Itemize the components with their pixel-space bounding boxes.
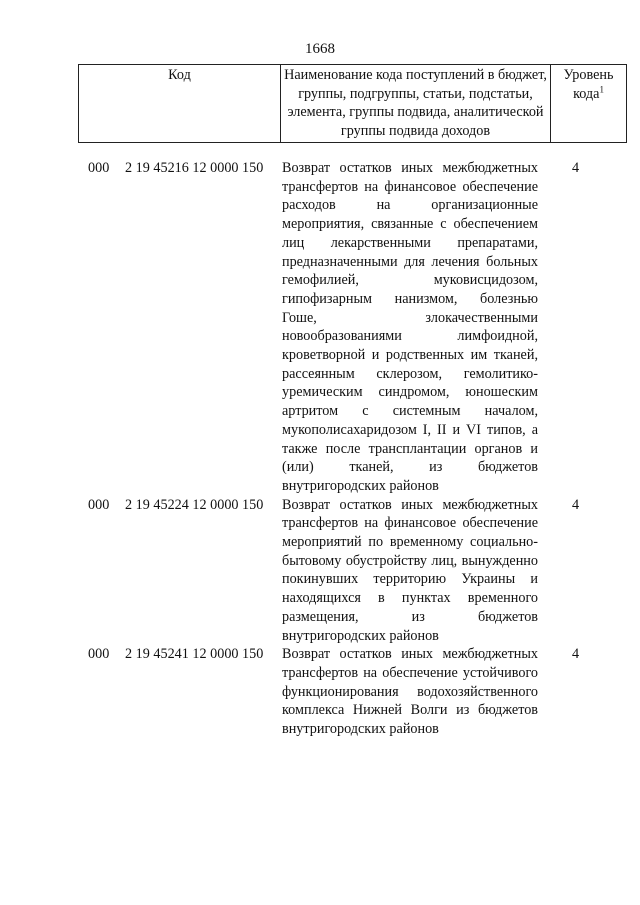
admin-code: 000	[88, 160, 110, 176]
table-row	[0, 159, 640, 496]
table-row	[0, 496, 640, 646]
page-number: 1668	[305, 41, 335, 57]
revenue-name: Возврат остатков иных межбюджетных трансфертов на обеспечение устойчивого функционирования водохозяйственного комплекса Нижней Волги из бюджетов внутригородских районов	[282, 646, 538, 738]
header-code: Код	[79, 65, 281, 143]
table-body	[0, 159, 640, 739]
code-level: 4	[571, 646, 580, 663]
revenue-code: 2 19 45224 12 0000 150	[125, 496, 264, 513]
admin-code: 000	[88, 646, 110, 663]
header-level: Уровень кода	[563, 67, 614, 102]
header-level-cell	[551, 65, 627, 143]
admin-code: 000	[88, 496, 110, 513]
header-name: Наименование кода поступлений в бюджет, группы, подгруппы, статьи, подстатьи, элемента, группы подвида, аналитической группы подвида доходов	[281, 65, 551, 143]
revenue-name: Возврат остатков иных межбюджетных трансфертов на финансовое обеспечение расходов на организационные мероприятия, связанные с обеспечением лиц лекарственными препаратами, предназначенными для лечения больных гемофилией, муковисцидозом, гипофизарным нанизмом, болезнью Гоше, злокачественными новообразованиями лимфоидной, кроветворной и родственных им тканей, рассеянным склерозом, гемолитико-уремическим синдромом, юношеским артритом с системным началом, мукополисахаридозом I, II и VI типов, а также после трансплантации органов и (или) тканей, из бюджетов внутригородских районов	[282, 160, 538, 494]
table-header	[78, 64, 627, 143]
revenue-name: Возврат остатков иных межбюджетных трансфертов на финансовое обеспечение мероприятий по временному социально-бытовому обустройству лиц, вынужденно покинувших территорию Украины и находящихся в пунктах временного размещения, из бюджетов внутригородских районов	[282, 496, 538, 644]
table-row	[0, 645, 640, 739]
revenue-code: 2 19 45216 12 0000 150	[125, 160, 264, 176]
revenue-code: 2 19 45241 12 0000 150	[125, 646, 264, 663]
code-level: 4	[571, 160, 580, 176]
header-level-footnote: 1	[599, 83, 604, 94]
code-level: 4	[571, 496, 580, 513]
